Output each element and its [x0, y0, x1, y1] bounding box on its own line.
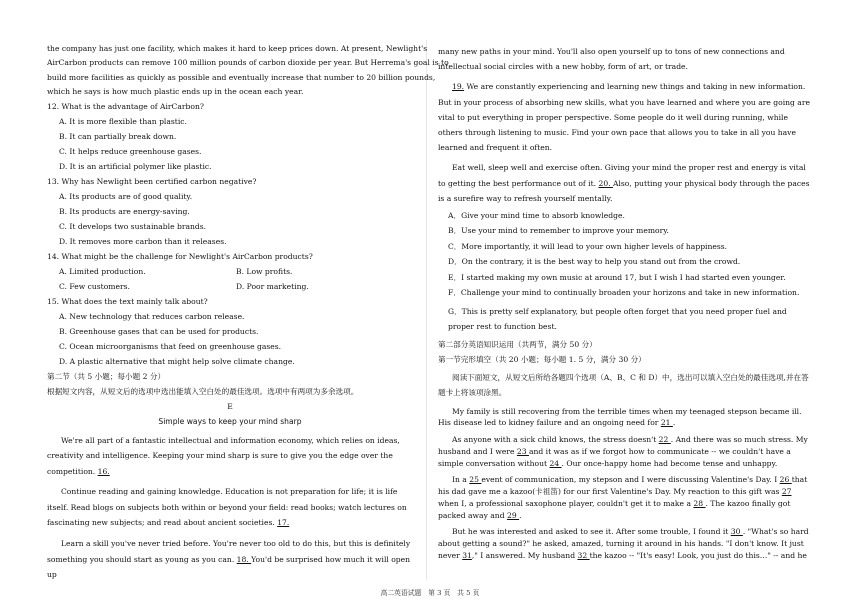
paragraph: As anyone with a sick child knows, the stress doesn't 22 . And there was so much stress. My husband and I were 23 and it was as if we forgot how to communicate -- we couldn't have a simple conversation without 24 . Our once-happy home had become tense and unhappy.: [438, 435, 808, 468]
option: D. Poor marketing.: [236, 281, 309, 291]
answer-option-a: A．Give your mind time to absorb knowledge.: [448, 210, 625, 220]
part-2-section-1: 第一节完形填空（共 20 小题；每小题 1. 5 分，满分 30 分）: [438, 355, 646, 365]
text-line: which he says is how much plastic ends up in the ocean each year.: [47, 87, 304, 97]
blank-19: 19.: [452, 82, 465, 92]
blank-24: 24: [549, 458, 562, 468]
section-2-title: 第二节（共 5 小题；每小题 2 分）: [47, 371, 166, 381]
part-2-title: 第二部分英语知识运用（共两节，满分 50 分）: [438, 340, 597, 350]
blank-30: 30: [730, 527, 743, 537]
blank-31: 31: [462, 550, 472, 560]
paragraph: My family is still recovering from the terrible times when my teenaged stepson became ill. His disease led to kidney failure and an ongoing need for 21 .: [438, 406, 802, 428]
option-row: [59, 267, 413, 276]
question-13: 13. Why has Newlight been certified carbon negative?: [47, 176, 257, 186]
page-footer: 高二英语试题 第 3 页 共 5 页: [380, 589, 480, 597]
option: B. It can partially break down.: [59, 131, 177, 141]
answer-option-e: E．I started making my own music at around 17, but I wish I had started even younger.: [448, 272, 786, 282]
blank-26: 26: [779, 475, 792, 485]
option: A. It is more flexible than plastic.: [59, 116, 187, 126]
question-15: 15. What does the text mainly talk about?: [47, 296, 208, 306]
passage-letter: E: [227, 401, 233, 411]
left-column: [47, 44, 449, 588]
answer-option-d: D．On the contrary, it is the best way to help you stand out from the crowd.: [448, 257, 741, 267]
question-14: 14. What might be the challenge for Newlight's AirCarbon products?: [47, 251, 313, 261]
blank-23: 23: [516, 446, 529, 456]
paragraph: Continue reading and gaining knowledge. Education is not preparation for life; it is life itself. Read blogs on subjects both within or beyond your field: read books; watch lectures on fascinating new subjects; and read about ancient societies. 17.: [47, 487, 407, 528]
option: C. Few customers.: [59, 281, 130, 291]
cloze-instructions: 阅读下面短文，从短文后所给各题四个选项（A、B、C 和 D）中，选出可以填入空白处的最佳选项,并在答题卡上将该项涂黑。: [438, 373, 809, 398]
option: A. New technology that reduces carbon release.: [59, 311, 245, 321]
answer-option-c: C．More importantly, it will lead to your own higher levels of happiness.: [448, 241, 728, 251]
option: C. It develops two sustainable brands.: [59, 221, 207, 231]
option: B. Greenhouse gases that can be used for products.: [59, 326, 259, 336]
answer-option-f: F．Challenge your mind to continually broaden your horizons and take in new information.: [448, 288, 800, 298]
paragraph: many new paths in your mind. You'll also open yourself up to tons of new connections and intellectual social circles with a new hobby, form of art, or trade.: [438, 47, 785, 72]
blank-28: 28: [693, 498, 706, 508]
blank-25: 25: [469, 475, 482, 485]
option: D. It is an artificial polymer like plastic.: [59, 161, 212, 171]
blank-22: 22: [658, 435, 671, 445]
option-row: [59, 282, 413, 291]
option: A. Its products are of good quality.: [59, 191, 193, 201]
paragraph: We're all part of a fantastic intellectual and information economy, which relies on ideas, creativity and intelligence. Keeping your mind sharp is sure to give you the edge over the competition. 16.: [47, 435, 400, 476]
answer-option-g: G．This is pretty self explanatory, but people often forget that you need proper fuel and proper rest to function best.: [448, 306, 787, 331]
question-12: 12. What is the advantage of AirCarbon?: [47, 101, 204, 111]
blank-32: 32: [577, 550, 590, 560]
option: D. A plastic alternative that might help solve climate change.: [59, 356, 295, 366]
blank-21: 21: [660, 418, 673, 428]
option: C. It helps reduce greenhouse gases.: [59, 146, 202, 156]
right-column: [438, 44, 812, 567]
paragraph: 19. We are constantly experiencing and learning new things and taking in new information. But in your process of absorbing new skills, what you have learned and where you are going are vital to put everything in proper perspective. Some people do it well during running, while others through listening to music. Find your own pace that allows you to take in all you have learned and frequent it often.: [438, 82, 810, 153]
passage-title: Simple ways to keep your mind sharp: [158, 417, 302, 427]
answer-option-b: B．Use your mind to remember to improve your memory.: [448, 226, 669, 236]
text-line: AirCarbon products can remove 100 million pounds of carbon dioxide per year. But Herrema's goal is to: [47, 58, 449, 68]
option: A. Limited production.: [59, 266, 146, 276]
section-2-instructions: 根据短文内容，从短文后的选项中选出能填入空白处的最佳选项。选项中有两项为多余选项。: [47, 386, 359, 396]
blank-17: 17.: [277, 518, 290, 528]
text-line: the company has just one facility, which makes it hard to keep prices down. At present, Newlight's: [47, 44, 428, 53]
paragraph: Eat well, sleep well and exercise often. Giving your mind the proper rest and energy is vital to getting the best performance out of it. 20. Also, putting your physical body through the paces is a surefire way to refresh yourself mentally.: [438, 163, 810, 203]
blank-27: 27: [781, 487, 792, 497]
paragraph: Learn a skill you've never tried before. You're never too old to do this, but this is definitely something you should start as young as you can. 18. You'd be surprised how much it will open up: [47, 538, 411, 580]
paragraph: But he was interested and asked to see it. After some trouble, I found it 30 . "What's so hard about getting a sound?" he asked, amazed, turning it around in his hands. "I don't know. It just never 31," I answered. My husband 32 the kazoo -- "It's easy! Look, you just do this…" -- and he: [438, 527, 809, 560]
option: B. Its products are energy-saving.: [59, 206, 190, 216]
blank-20: 20.: [598, 178, 613, 188]
text-line: build more facilities as quickly as possible and eventually increase that number to 20 billion pounds,: [47, 72, 436, 82]
option: D. It removes more carbon than it releases.: [59, 236, 227, 246]
column-divider: [426, 40, 427, 580]
blank-18: 18.: [236, 554, 252, 564]
option: C. Ocean microorganisms that feed on greenhouse gases.: [59, 341, 282, 351]
option: B. Low profits.: [236, 266, 293, 276]
blank-16: 16.: [97, 466, 110, 476]
blank-29: 29: [506, 510, 520, 520]
paragraph: In a 25 event of communication, my stepson and I were discussing Valentine's Day. I 26 that his dad gave me a kazoo(卡祖笛) for our first Valentine's Day. My reaction to this gift was 27 when I, a professional saxophone player, couldn't get it to make a 28 . The kazoo finally got packed away and 29 .: [438, 475, 808, 520]
